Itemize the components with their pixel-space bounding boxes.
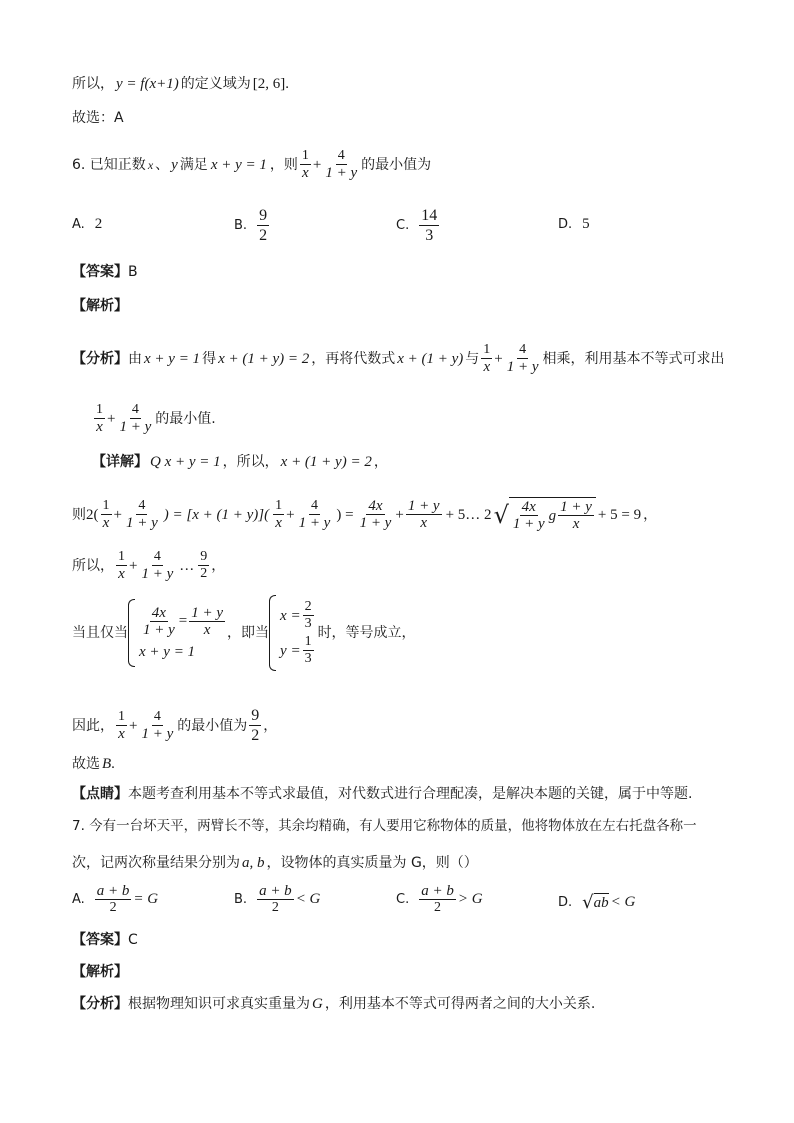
q7-option-a: A. $\frac{a + b}{2}$ = G (72, 883, 159, 915)
q6-explanation-heading: 【解析】 (72, 298, 128, 314)
q6-option-a: A. 2 (72, 216, 103, 232)
q7-option-b: B. $\frac{a + b}{2}$ < G (234, 883, 321, 915)
q6-choose: 故选 B . (72, 756, 115, 772)
q7-stem-line2: 次，记两次称量结果分别为 a, b ，设物体的真实质量为 G，则（） (72, 855, 478, 871)
q6-option-b: B. $\frac{9}{2}$ (234, 207, 268, 244)
q6-analysis: 【分析】 由 x + y = 1 得 x + (1 + y) = 2 ，再将代数式 x + (1 + y) 与 $\frac{1}{x}$ + $\frac{4}{1 + y}$ 相乘，利用基本不等式可求出 (72, 342, 725, 375)
q7-explanation-heading: 【解析】 (72, 964, 128, 980)
prev-choice: 故选：A (72, 110, 124, 126)
q6-therefore: 因此， $\frac{1}{x}$ + $\frac{4}{1 + y}$ 的最小值为 $\frac{9}{2}$ ， (72, 707, 278, 744)
q7-stem-line1: 7. 今有一台坏天平，两臂长不等，其余均精确，有人要用它称物体的质量，他将物体放在左右托盘各称一 (72, 818, 697, 834)
q6-so: 所以， $\frac{1}{x}$ + $\frac{4}{1 + y}$ … $\frac{9}{2}$ ， (72, 549, 226, 582)
q6-detail: 【详解】 Q x + y = 1 ，所以， x + (1 + y) = 2 ， (92, 454, 388, 470)
q7-analysis: 【分析】 根据物理知识可求真实重量为 G ，利用基本不等式可得两者之间的大小关系. (72, 996, 596, 1012)
q7-answer: 【答案】 C (72, 932, 138, 948)
q6-stem: 6. 已知正数 x 、 y 满足 x + y = 1 ，则 $\frac{1}{x}$ + $\frac{4}{1 + y}$ 的最小值为 (72, 148, 432, 181)
frac: $\frac{4}{1 + y}$ (325, 148, 358, 181)
frac: $\frac{1}{x}$ (301, 148, 309, 181)
q6-option-d: D. 5 (558, 216, 590, 232)
prev-conclusion: 所以， y = f(x+1) 的定义域为 [2, 6] . (72, 76, 289, 92)
q6-analysis-cont: $\frac{1}{x}$ + $\frac{4}{1 + y}$ 的最小值. (96, 402, 216, 435)
q7-option-c: C. $\frac{a + b}{2}$ > G (396, 883, 483, 915)
q6-comment: 【点睛】 本题考查利用基本不等式求最值，对代数式进行合理配凑，是解决本题的关键，属于中等题. (72, 786, 693, 802)
q6-answer: 【答案】 B (72, 264, 138, 280)
q6-equality: 当且仅当 $\frac{4x}{1 + y}$ = $\frac{1 + y}{x}$ x + y = 1 ，即当 x = $\frac{2}{3}$ y = $\frac{1}{3}$ 时，等号成立， (72, 595, 416, 671)
q6-option-c: C. $\frac{14}{3}$ (396, 207, 438, 244)
sqrt: √ $\frac{4x}{1 + y}$ g $\frac{1 + y}{x}$ (494, 497, 596, 532)
q6-derivation: 则 2( $\frac{1}{x}$ + $\frac{4}{1 + y}$ ) = [x + (1 + y)]( $\frac{1}{x}$ + $\frac{4}{1 + y}$ ) = $\frac{4x}{1 + y}$ + $\frac{1 + y}{x}$ + 5… 2 √ $\frac{4x}{1 + y}$ g $\frac{1 + y}{x}$ + 5 = 9 ， (72, 498, 658, 532)
q7-option-d: D. √ ab < G (558, 891, 636, 913)
